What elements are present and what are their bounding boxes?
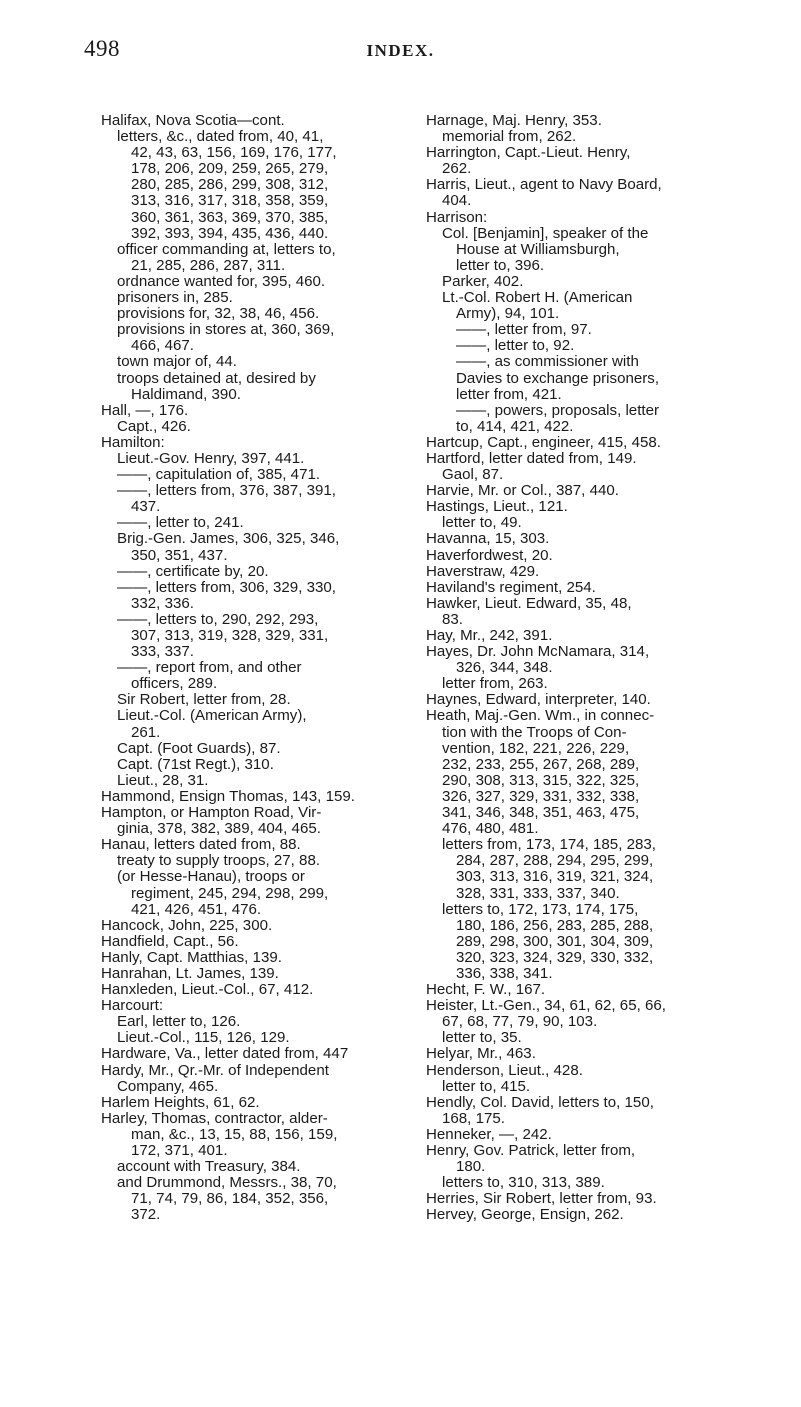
- index-entry-line: troops detained at, desired by: [117, 369, 316, 387]
- index-entry-line: 421, 426, 451, 476.: [131, 900, 262, 918]
- index-entry-line: Harrison:: [426, 208, 488, 226]
- index-entry-line: Brig.-Gen. James, 306, 325, 346,: [117, 530, 340, 548]
- index-entry-line: 466, 467.: [131, 337, 194, 355]
- index-entry-line: Henderson, Lieut., 428.: [426, 1061, 583, 1079]
- index-entry-line: man, &c., 13, 15, 88, 156, 159,: [131, 1125, 338, 1143]
- index-entry-line: letters to, 172, 173, 174, 175,: [442, 900, 639, 918]
- index-entry-line: Henneker, —, 242.: [426, 1125, 552, 1143]
- index-entry-line: Gaol, 87.: [442, 466, 504, 484]
- index-entry-line: 261.: [131, 723, 161, 741]
- index-entry-line: 341, 346, 348, 351, 463, 475,: [442, 804, 640, 822]
- index-entry-line: treaty to supply troops, 27, 88.: [117, 852, 321, 870]
- index-entry-line: 168, 175.: [442, 1109, 505, 1127]
- index-entry-line: Capt. (71st Regt.), 310.: [117, 755, 274, 773]
- index-entry-line: letter from, 421.: [456, 385, 562, 403]
- index-entry-line: Harris, Lieut., agent to Navy Board,: [426, 176, 662, 194]
- index-entry-line: Herries, Sir Robert, letter from, 93.: [426, 1190, 657, 1208]
- index-entry-line: Davies to exchange prisoners,: [456, 369, 660, 387]
- index-entry-line: prisoners in, 285.: [117, 289, 233, 307]
- index-entry-line: 320, 323, 324, 329, 330, 332,: [456, 948, 654, 966]
- index-entry-line: Capt., 426.: [117, 417, 191, 435]
- index-entry-line: ——, letters to, 290, 292, 293,: [117, 610, 319, 628]
- index-entry-line: ——, letter to, 92.: [456, 337, 575, 355]
- index-entry-line: 404.: [442, 192, 472, 210]
- index-entry-line: ordnance wanted for, 395, 460.: [117, 272, 326, 290]
- index-entry-line: 307, 313, 319, 328, 329, 331,: [131, 627, 329, 644]
- index-entry-line: 372.: [131, 1206, 161, 1224]
- index-entry-line: Hanly, Capt. Matthias, 139.: [101, 948, 282, 966]
- index-entry-line: Hastings, Lieut., 121.: [426, 498, 568, 516]
- index-entry-line: Earl, letter to, 126.: [117, 1013, 241, 1031]
- index-entry-line: 326, 327, 329, 331, 332, 338,: [442, 787, 640, 805]
- index-entry-line: ——, letter to, 241.: [117, 514, 244, 532]
- index-entry-line: regiment, 245, 294, 298, 299,: [131, 884, 329, 902]
- index-entry-line: Hamilton:: [101, 433, 165, 451]
- index-entry-line: letter to, 396.: [456, 256, 545, 274]
- index-entry-line: Army), 94, 101.: [456, 305, 560, 323]
- index-entry-line: 332, 336.: [131, 594, 194, 612]
- index-entry-line: ——, letters from, 306, 329, 330,: [117, 578, 336, 596]
- index-entry-line: Hall, —, 176.: [101, 401, 189, 419]
- index-entry-line: Harcourt:: [101, 997, 164, 1015]
- index-entry-line: House at Williamsburgh,: [456, 240, 620, 258]
- index-entry-line: provisions in stores at, 360, 369,: [117, 321, 335, 339]
- index-entry-line: 476, 480, 481.: [442, 820, 539, 838]
- index-entry-line: 42, 43, 63, 156, 169, 176, 177,: [131, 144, 337, 162]
- index-entry-line: Harnage, Maj. Henry, 353.: [426, 112, 602, 129]
- index-entry-line: Hervey, George, Ensign, 262.: [426, 1206, 624, 1224]
- index-entry-line: 333, 337.: [131, 643, 194, 661]
- index-entry-line: 392, 393, 394, 435, 436, 440.: [131, 224, 329, 242]
- index-entry-line: 303, 313, 316, 319, 321, 324,: [456, 868, 654, 886]
- index-entry-line: Hay, Mr., 242, 391.: [426, 627, 553, 644]
- index-entry-line: 336, 338, 341.: [456, 964, 553, 982]
- index-entry-line: ——, certificate by, 20.: [117, 562, 269, 580]
- index-entry-line: letter to, 35.: [442, 1029, 522, 1047]
- index-entry-line: Company, 465.: [117, 1077, 219, 1095]
- index-entry-line: Haldimand, 390.: [131, 385, 241, 403]
- index-entry-line: Hanrahan, Lt. James, 139.: [101, 964, 279, 982]
- index-entry-line: Hardware, Va., letter dated from, 447: [101, 1045, 349, 1063]
- index-entry-line: letters to, 310, 313, 389.: [442, 1174, 605, 1192]
- index-entry-line: Handfield, Capt., 56.: [101, 932, 239, 950]
- index-entry-line: and Drummond, Messrs., 38, 70,: [117, 1174, 337, 1192]
- index-entry-line: Hanau, letters dated from, 88.: [101, 836, 301, 854]
- index-entry-line: officers, 289.: [131, 675, 218, 693]
- index-entry-line: 71, 74, 79, 86, 184, 352, 356,: [131, 1190, 329, 1208]
- index-entry-line: ——, letters from, 376, 387, 391,: [117, 482, 336, 500]
- index-entry-line: ——, report from, and other: [117, 659, 302, 677]
- index-entry-line: town major of, 44.: [117, 353, 237, 371]
- index-entry-line: Haviland's regiment, 254.: [426, 578, 596, 596]
- index-entry-line: Lieut., 28, 31.: [117, 771, 209, 789]
- index-entry-line: 437.: [131, 498, 161, 516]
- index-entry-line: ——, capitulation of, 385, 471.: [117, 466, 321, 484]
- index-entry-line: 21, 285, 286, 287, 311.: [131, 256, 286, 274]
- index-entry-line: Hartcup, Capt., engineer, 415, 458.: [426, 433, 661, 451]
- index-entry-line: 180, 186, 256, 283, 285, 288,: [456, 916, 654, 934]
- index-entry-line: Hanxleden, Lieut.-Col., 67, 412.: [101, 981, 314, 999]
- index-entry-line: Haverstraw, 429.: [426, 562, 540, 580]
- index-entry-line: 284, 287, 288, 294, 295, 299,: [456, 852, 654, 870]
- index-entry-line: (or Hesse-Hanau), troops or: [117, 868, 305, 886]
- index-column-left: [101, 113, 393, 1223]
- index-entry-line: Haynes, Edward, interpreter, 140.: [426, 691, 651, 709]
- index-entry-line: 313, 316, 317, 318, 358, 359,: [131, 192, 329, 210]
- index-entry-line: account with Treasury, 384.: [117, 1158, 301, 1176]
- index-entry-line: Hecht, F. W., 167.: [426, 981, 546, 999]
- index-entry-line: 280, 285, 286, 299, 308, 312,: [131, 176, 329, 194]
- index-entry-line: 180.: [456, 1158, 486, 1176]
- index-entry-line: Heister, Lt.-Gen., 34, 61, 62, 65, 66,: [426, 997, 666, 1015]
- index-entry-line: to, 414, 421, 422.: [456, 417, 574, 435]
- index-entry-line: letter to, 415.: [442, 1077, 531, 1095]
- index-entry-line: Hawker, Lieut. Edward, 35, 48,: [426, 594, 632, 612]
- index-entry-line: Parker, 402.: [442, 272, 524, 290]
- index-entry-line: letters from, 173, 174, 185, 283,: [442, 836, 656, 854]
- index-entry-line: letter from, 263.: [442, 675, 548, 693]
- index-entry-line: 262.: [442, 160, 472, 178]
- index-entry-line: Harrington, Capt.-Lieut. Henry,: [426, 144, 631, 162]
- index-entry-line: letter to, 49.: [442, 514, 522, 532]
- index-entry-line: Lt.-Col. Robert H. (American: [442, 289, 633, 307]
- index-entry-line: Hampton, or Hampton Road, Vir-: [101, 804, 322, 822]
- index-entry-line: 290, 308, 313, 315, 322, 325,: [442, 771, 640, 789]
- index-entry-line: 360, 361, 363, 369, 370, 385,: [131, 208, 329, 226]
- index-entry-line: Haverfordwest, 20.: [426, 546, 553, 564]
- index-entry-line: vention, 182, 221, 226, 229,: [442, 739, 630, 757]
- index-entry-line: Hancock, John, 225, 300.: [101, 916, 273, 934]
- index-entry-line: Hammond, Ensign Thomas, 143, 159.: [101, 787, 355, 805]
- index-entry-line: ——, letter from, 97.: [456, 321, 592, 339]
- index-entry-line: 232, 233, 255, 267, 268, 289,: [442, 755, 640, 773]
- index-column-right: [426, 113, 718, 1223]
- index-entry-line: Capt. (Foot Guards), 87.: [117, 739, 281, 757]
- index-entry-line: tion with the Troops of Con-: [442, 723, 627, 741]
- index-entry-line: 328, 331, 333, 337, 340.: [456, 884, 620, 902]
- index-entry-line: 172, 371, 401.: [131, 1142, 228, 1159]
- index-entry-line: Col. [Benjamin], speaker of the: [442, 224, 649, 242]
- index-entry-line: 289, 298, 300, 301, 304, 309,: [456, 932, 654, 950]
- index-entry-line: Lieut.-Gov. Henry, 397, 441.: [117, 449, 305, 467]
- index-entry-line: Lieut.-Col. (American Army),: [117, 707, 307, 725]
- index-entry-line: letters, &c., dated from, 40, 41,: [117, 128, 324, 146]
- index-entry-line: Harley, Thomas, contractor, alder-: [101, 1109, 328, 1127]
- index-entry-line: ginia, 378, 382, 389, 404, 465.: [117, 820, 321, 838]
- index-entry-line: 350, 351, 437.: [131, 546, 228, 564]
- index-entry-line: Halifax, Nova Scotia—cont.: [101, 112, 285, 129]
- index-entry-line: Helyar, Mr., 463.: [426, 1045, 536, 1063]
- index-entry-line: 178, 206, 209, 259, 265, 279,: [131, 160, 329, 178]
- index-entry-line: Henry, Gov. Patrick, letter from,: [426, 1142, 636, 1159]
- index-entry-line: 326, 344, 348.: [456, 659, 553, 677]
- index-entry-line: memorial from, 262.: [442, 128, 577, 146]
- index-entry-line: Harvie, Mr. or Col., 387, 440.: [426, 482, 619, 500]
- index-entry-line: Harlem Heights, 61, 62.: [101, 1093, 260, 1111]
- index-entry-line: Hartford, letter dated from, 149.: [426, 449, 637, 467]
- index-entry-line: Hardy, Mr., Qr.-Mr. of Independent: [101, 1061, 329, 1079]
- index-entry-line: ——, as commissioner with: [456, 353, 639, 371]
- index-entry-line: ——, powers, proposals, letter: [456, 401, 660, 419]
- index-entry-line: Heath, Maj.-Gen. Wm., in connec-: [426, 707, 655, 725]
- index-entry-line: Havanna, 15, 303.: [426, 530, 550, 548]
- index-entry-line: officer commanding at, letters to,: [117, 240, 336, 258]
- running-head: INDEX.: [366, 41, 435, 60]
- index-entry-line: 83.: [442, 610, 463, 628]
- index-entry-line: Hayes, Dr. John McNamara, 314,: [426, 643, 650, 661]
- index-entry-line: 67, 68, 77, 79, 90, 103.: [442, 1013, 598, 1031]
- page-number: 498: [84, 36, 120, 61]
- index-entry-line: Sir Robert, letter from, 28.: [117, 691, 291, 709]
- index-entry-line: provisions for, 32, 38, 46, 456.: [117, 305, 320, 323]
- index-entry-line: Lieut.-Col., 115, 126, 129.: [117, 1029, 290, 1047]
- index-entry-line: Hendly, Col. David, letters to, 150,: [426, 1093, 654, 1111]
